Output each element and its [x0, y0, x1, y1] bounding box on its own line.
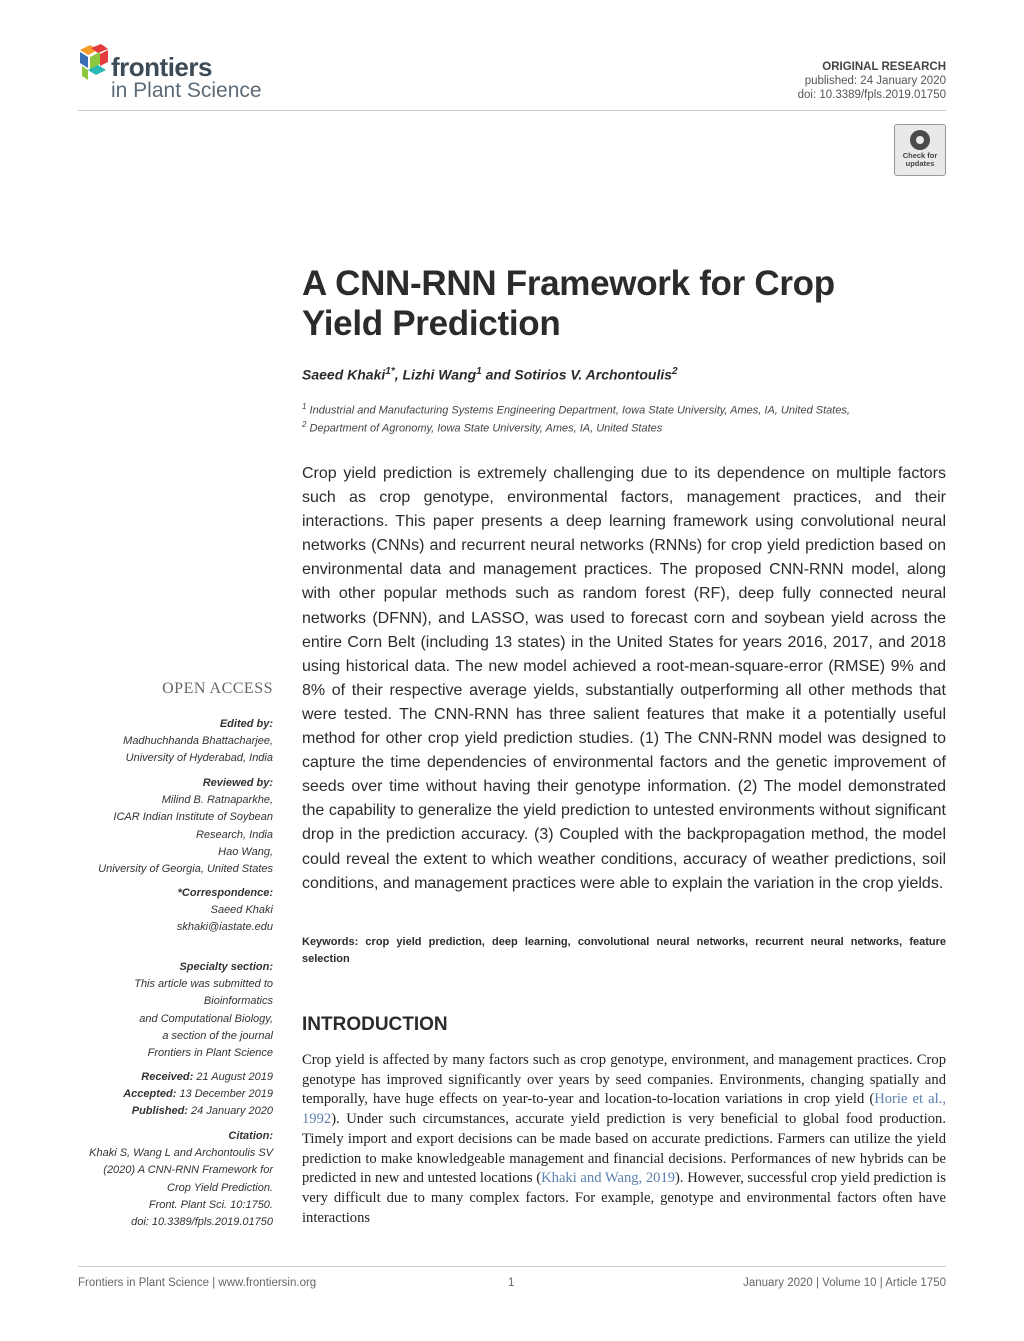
citation-label: Citation: — [228, 1130, 273, 1142]
received-label: Received: — [141, 1071, 194, 1083]
intro-text: Crop yield is affected by many factors such as crop genotype, environment, and management practices. Crop genotype has improved significantly over years by seed companies. Environments, changing spatially and temporally, have huge effects on year-to-year and location-to-location variations in crop yield ( — [302, 1052, 946, 1108]
published-label: Published: — [131, 1105, 188, 1118]
accepted-date: 13 December 2019 — [179, 1088, 273, 1101]
keywords — [302, 934, 946, 968]
header-divider — [78, 110, 946, 111]
affiliation-sup: 2 — [302, 420, 307, 429]
doi[interactable]: doi: 10.3389/fpls.2019.01750 — [797, 89, 946, 101]
check-for-updates-button[interactable] — [894, 124, 946, 176]
section-heading-introduction: INTRODUCTION — [302, 1014, 448, 1035]
check-updates-line: Check for — [902, 151, 938, 160]
frontiers-logo-icon — [78, 44, 110, 82]
journal-logo[interactable] — [78, 44, 298, 104]
author-separator: and — [481, 366, 515, 383]
intro-text: ). Under such circumstances, accurate yield prediction is very beneficial to global food production. Timely import and export decisions can be made based on accurate predictions. Farmers can utilize the yield prediction to make knowledgeable management and financial decisions. Performances of new hybrids can be predicted in new and untested locations ( — [302, 1111, 946, 1187]
affiliation-text: Department of Agronomy, Iowa State University, Ames, IA, United States — [309, 422, 663, 435]
footer-journal[interactable]: Frontiers in Plant Science | www.frontiersin.org — [78, 1277, 317, 1289]
correspondence-name: Saeed Khaki — [210, 904, 273, 917]
specialty-line: This article was submitted to — [134, 978, 273, 991]
editor-line: Madhuchhanda Bhattacharjee, — [123, 735, 273, 748]
author-sup: 1* — [385, 366, 395, 377]
journal-section: in Plant Science — [111, 79, 262, 102]
article-meta — [798, 60, 946, 102]
author-name[interactable]: Sotirios V. Archontoulis — [514, 366, 673, 383]
affiliation-text: Industrial and Manufacturing Systems Engineering Department, Iowa State University, Ames, IA, United States, — [309, 404, 850, 417]
citation-link[interactable]: Khaki and Wang, 2019 — [541, 1170, 676, 1187]
reviewer-line: Research, India — [195, 828, 273, 841]
author-list — [302, 366, 678, 383]
specialty-section-block — [134, 959, 273, 1062]
reviewer-line: ICAR Indian Institute of Soybean — [113, 811, 273, 824]
title-line: Yield Prediction — [302, 304, 561, 343]
specialty-line: and Computational Biology, — [139, 1012, 273, 1025]
correspondence-label: *Correspondence: — [177, 887, 273, 899]
correspondence-block — [177, 885, 273, 937]
edited-label: Edited by: — [219, 718, 273, 730]
citation-line: (2020) A CNN-RNN Framework for — [103, 1164, 273, 1177]
citation-line[interactable]: doi: 10.3389/fpls.2019.01750 — [131, 1216, 273, 1229]
check-updates-line: updates — [905, 159, 935, 168]
affiliation-sup: 1 — [302, 402, 307, 411]
specialty-line: Bioinformatics — [203, 995, 273, 1008]
specialty-line: Frontiers in Plant Science — [147, 1047, 273, 1060]
reviewed-label: Reviewed by: — [202, 777, 273, 789]
intro-text: ). However, successful crop yield prediction is very difficult due to many complex factors. For example, genotype and environmental factors often have interactions — [302, 1170, 946, 1226]
author-sup: 1 — [476, 366, 482, 377]
accepted-label: Accepted: — [123, 1088, 177, 1101]
keywords-text: crop yield prediction, deep learning, convolutional neural networks, recurrent neural networks, feature selection — [302, 936, 946, 965]
dates-block — [123, 1069, 273, 1121]
affiliation — [302, 420, 952, 435]
footer-issue: January 2020 | Volume 10 | Article 1750 — [743, 1277, 946, 1289]
footer-divider — [78, 1266, 946, 1267]
update-badge-icon — [910, 130, 930, 150]
author-separator: , — [394, 366, 403, 383]
correspondence-email[interactable]: skhaki@iastate.edu — [176, 921, 273, 934]
affiliation — [302, 402, 952, 417]
journal-name: frontiers — [111, 52, 212, 82]
title-line: A CNN-RNN Framework for Crop — [302, 264, 835, 303]
published-date: published: 24 January 2020 — [804, 75, 946, 87]
author-name[interactable]: Saeed Khaki — [302, 366, 386, 383]
reviewer-line: University of Georgia, United States — [98, 863, 273, 876]
editor-line: University of Hyderabad, India — [125, 752, 273, 765]
keywords-label: Keywords: — [302, 936, 359, 948]
article-title — [302, 264, 942, 344]
citation-line: Front. Plant Sci. 10:1750. — [148, 1198, 273, 1211]
page-number: 1 — [508, 1277, 515, 1289]
author-name[interactable]: Lizhi Wang — [402, 366, 477, 383]
reviewed-by-block — [98, 775, 273, 878]
reviewer-line: Hao Wang, — [218, 845, 273, 858]
article-type: ORIGINAL RESEARCH — [822, 61, 946, 73]
published-date-side: 24 January 2020 — [191, 1105, 273, 1118]
introduction-paragraph — [302, 1051, 946, 1228]
abstract: Crop yield prediction is extremely challenging due to its dependence on multiple factors such as crop genotype, environmental factors, management practices, and their interactions. This paper presents a deep learning framework using convolutional neural networks (CNNs) and recurrent neural networks (RNNs) for crop yield prediction based on environmental data and management practices. The proposed CNN-RNN model, along with other popular methods such as random forest (RF), deep fully connected neural networks (DFNN), and LASSO, was used to forecast corn and soybean yield across the entire Corn Belt (including 13 states) in the United States for years 2016, 2017, and 2018 using historical data. The new model achieved a root-mean-square-error (RMSE) 9% and 8% of their respective average yields, substantially outperforming all other methods that were tested. The CNN-RNN has three salient features that make it a potentially useful method for other crop yield prediction studies. (1) The CNN-RNN model was designed to capture the time dependencies of environmental factors and the genetic improvement of seeds over time without having their genotype information. (2) The model demonstrated the capability to generalize the yield prediction to untested environments without significant drop in the prediction accuracy. (3) Coupled with the backpropagation method, the model could reveal the extent to which weather conditions, accuracy of weather predictions, soil conditions, and management practices were able to explain the variation in the crop yields. — [302, 465, 946, 892]
open-access-label: OPEN ACCESS — [162, 680, 273, 697]
citation-block — [89, 1128, 273, 1231]
edited-by-block — [123, 716, 273, 768]
reviewer-line: Milind B. Ratnaparkhe, — [161, 794, 273, 807]
specialty-label: Specialty section: — [179, 961, 273, 973]
author-sup: 2 — [672, 366, 678, 377]
citation-link[interactable]: Horie et al., 1992 — [302, 1091, 946, 1128]
specialty-line: a section of the journal — [162, 1029, 273, 1042]
citation-line: Khaki S, Wang L and Archontoulis SV — [89, 1147, 273, 1160]
citation-line: Crop Yield Prediction. — [167, 1181, 273, 1194]
received-date: 21 August 2019 — [196, 1071, 273, 1083]
